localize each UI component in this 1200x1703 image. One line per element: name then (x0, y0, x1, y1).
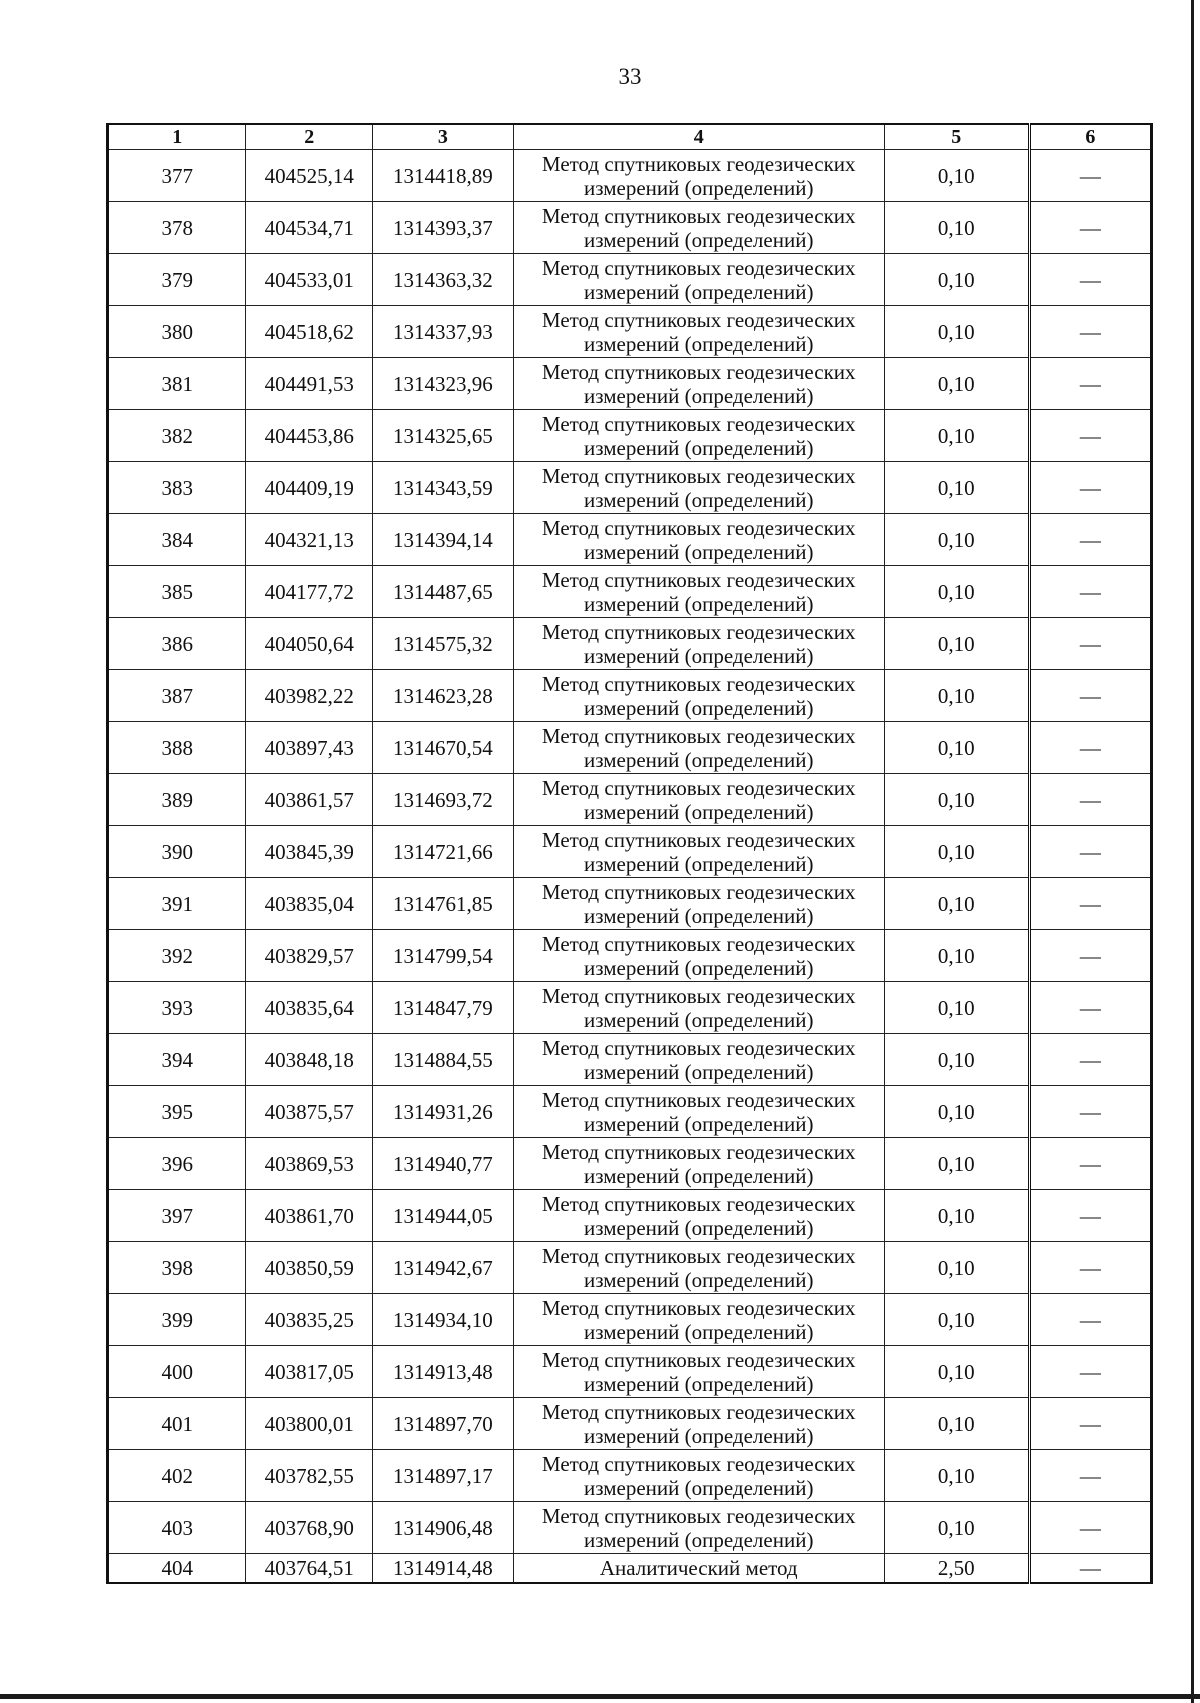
point-number-cell: 401 (108, 1398, 246, 1450)
point-number-cell: 382 (108, 410, 246, 462)
point-number-cell: 397 (108, 1190, 246, 1242)
x-coordinate-cell: 404050,64 (246, 618, 373, 670)
accuracy-cell: 0,10 (884, 306, 1029, 358)
accuracy-cell: 0,10 (884, 410, 1029, 462)
table-row (108, 878, 1152, 930)
accuracy-cell: 0,10 (884, 774, 1029, 826)
column-header-6: 6 (1029, 124, 1151, 150)
x-coordinate-cell: 404518,62 (246, 306, 373, 358)
note-cell: — (1029, 1242, 1151, 1294)
note-cell: — (1029, 150, 1151, 202)
point-number-cell: 386 (108, 618, 246, 670)
note-cell: — (1029, 722, 1151, 774)
note-cell: — (1029, 254, 1151, 306)
x-coordinate-cell: 403897,43 (246, 722, 373, 774)
table-row (108, 254, 1152, 306)
point-number-cell: 404 (108, 1554, 246, 1584)
x-coordinate-cell: 403850,59 (246, 1242, 373, 1294)
table-header-row (108, 124, 1152, 150)
method-cell: Метод спутниковых геодезических измерений (определений) (513, 1398, 884, 1450)
x-coordinate-cell: 403835,25 (246, 1294, 373, 1346)
y-coordinate-cell: 1314944,05 (373, 1190, 514, 1242)
y-coordinate-cell: 1314761,85 (373, 878, 514, 930)
y-coordinate-cell: 1314847,79 (373, 982, 514, 1034)
table-row (108, 1138, 1152, 1190)
accuracy-cell: 0,10 (884, 1086, 1029, 1138)
note-cell: — (1029, 1450, 1151, 1502)
note-cell: — (1029, 826, 1151, 878)
x-coordinate-cell: 404525,14 (246, 150, 373, 202)
x-coordinate-cell: 404409,19 (246, 462, 373, 514)
x-coordinate-cell: 403845,39 (246, 826, 373, 878)
point-number-cell: 388 (108, 722, 246, 774)
y-coordinate-cell: 1314575,32 (373, 618, 514, 670)
y-coordinate-cell: 1314325,65 (373, 410, 514, 462)
note-cell: — (1029, 878, 1151, 930)
scan-edge-right (1191, 0, 1194, 1703)
point-number-cell: 399 (108, 1294, 246, 1346)
y-coordinate-cell: 1314884,55 (373, 1034, 514, 1086)
point-number-cell: 392 (108, 930, 246, 982)
method-cell: Метод спутниковых геодезических измерений (определений) (513, 1450, 884, 1502)
y-coordinate-cell: 1314394,14 (373, 514, 514, 566)
accuracy-cell: 0,10 (884, 930, 1029, 982)
method-cell: Метод спутниковых геодезических измерений (определений) (513, 670, 884, 722)
table-row (108, 1190, 1152, 1242)
y-coordinate-cell: 1314721,66 (373, 826, 514, 878)
table-body (108, 150, 1152, 1584)
accuracy-cell: 0,10 (884, 514, 1029, 566)
note-cell: — (1029, 462, 1151, 514)
x-coordinate-cell: 404177,72 (246, 566, 373, 618)
method-cell: Метод спутниковых геодезических измерений (определений) (513, 514, 884, 566)
point-number-cell: 387 (108, 670, 246, 722)
method-cell: Метод спутниковых геодезических измерений (определений) (513, 150, 884, 202)
y-coordinate-cell: 1314323,96 (373, 358, 514, 410)
table-row (108, 670, 1152, 722)
method-cell: Метод спутниковых геодезических измерений (определений) (513, 306, 884, 358)
column-header-2: 2 (246, 124, 373, 150)
table-row (108, 1346, 1152, 1398)
accuracy-cell: 0,10 (884, 150, 1029, 202)
method-cell: Метод спутниковых геодезических измерений (определений) (513, 1294, 884, 1346)
point-number-cell: 379 (108, 254, 246, 306)
column-header-3: 3 (373, 124, 514, 150)
note-cell: — (1029, 618, 1151, 670)
x-coordinate-cell: 403829,57 (246, 930, 373, 982)
method-cell: Метод спутниковых геодезических измерений (определений) (513, 618, 884, 670)
table-row (108, 826, 1152, 878)
table-row (108, 1034, 1152, 1086)
y-coordinate-cell: 1314799,54 (373, 930, 514, 982)
table-row (108, 306, 1152, 358)
y-coordinate-cell: 1314693,72 (373, 774, 514, 826)
accuracy-cell: 0,10 (884, 462, 1029, 514)
coordinates-table (106, 123, 1153, 1584)
note-cell: — (1029, 774, 1151, 826)
accuracy-cell: 0,10 (884, 722, 1029, 774)
table-row (108, 1294, 1152, 1346)
method-cell: Метод спутниковых геодезических измерений (определений) (513, 878, 884, 930)
y-coordinate-cell: 1314897,17 (373, 1450, 514, 1502)
y-coordinate-cell: 1314418,89 (373, 150, 514, 202)
point-number-cell: 396 (108, 1138, 246, 1190)
table-row (108, 462, 1152, 514)
y-coordinate-cell: 1314931,26 (373, 1086, 514, 1138)
note-cell: — (1029, 202, 1151, 254)
accuracy-cell: 0,10 (884, 670, 1029, 722)
method-cell: Метод спутниковых геодезических измерений (определений) (513, 1034, 884, 1086)
accuracy-cell: 0,10 (884, 202, 1029, 254)
method-cell: Метод спутниковых геодезических измерений (определений) (513, 358, 884, 410)
column-header-5: 5 (884, 124, 1029, 150)
x-coordinate-cell: 403782,55 (246, 1450, 373, 1502)
table-row (108, 1502, 1152, 1554)
point-number-cell: 384 (108, 514, 246, 566)
accuracy-cell: 0,10 (884, 982, 1029, 1034)
method-cell: Метод спутниковых геодезических измерений (определений) (513, 1138, 884, 1190)
note-cell: — (1029, 566, 1151, 618)
method-cell: Метод спутниковых геодезических измерений (определений) (513, 1502, 884, 1554)
accuracy-cell: 0,10 (884, 1294, 1029, 1346)
y-coordinate-cell: 1314897,70 (373, 1398, 514, 1450)
table-row (108, 930, 1152, 982)
accuracy-cell: 0,10 (884, 826, 1029, 878)
accuracy-cell: 0,10 (884, 878, 1029, 930)
note-cell: — (1029, 410, 1151, 462)
x-coordinate-cell: 403768,90 (246, 1502, 373, 1554)
method-cell: Метод спутниковых геодезических измерений (определений) (513, 1190, 884, 1242)
note-cell: — (1029, 514, 1151, 566)
y-coordinate-cell: 1314337,93 (373, 306, 514, 358)
method-cell: Метод спутниковых геодезических измерений (определений) (513, 1346, 884, 1398)
y-coordinate-cell: 1314942,67 (373, 1242, 514, 1294)
point-number-cell: 381 (108, 358, 246, 410)
x-coordinate-cell: 403835,64 (246, 982, 373, 1034)
method-cell: Метод спутниковых геодезических измерений (определений) (513, 826, 884, 878)
y-coordinate-cell: 1314363,32 (373, 254, 514, 306)
point-number-cell: 390 (108, 826, 246, 878)
y-coordinate-cell: 1314393,37 (373, 202, 514, 254)
method-cell: Метод спутниковых геодезических измерений (определений) (513, 410, 884, 462)
note-cell: — (1029, 1190, 1151, 1242)
table-row (108, 410, 1152, 462)
x-coordinate-cell: 403869,53 (246, 1138, 373, 1190)
note-cell: — (1029, 982, 1151, 1034)
x-coordinate-cell: 403861,57 (246, 774, 373, 826)
y-coordinate-cell: 1314623,28 (373, 670, 514, 722)
note-cell: — (1029, 1086, 1151, 1138)
x-coordinate-cell: 403835,04 (246, 878, 373, 930)
table-row (108, 1086, 1152, 1138)
point-number-cell: 380 (108, 306, 246, 358)
y-coordinate-cell: 1314913,48 (373, 1346, 514, 1398)
x-coordinate-cell: 403982,22 (246, 670, 373, 722)
x-coordinate-cell: 404533,01 (246, 254, 373, 306)
accuracy-cell: 0,10 (884, 1138, 1029, 1190)
x-coordinate-cell: 404453,86 (246, 410, 373, 462)
accuracy-cell: 0,10 (884, 1242, 1029, 1294)
y-coordinate-cell: 1314934,10 (373, 1294, 514, 1346)
point-number-cell: 389 (108, 774, 246, 826)
accuracy-cell: 0,10 (884, 1502, 1029, 1554)
accuracy-cell: 0,10 (884, 1398, 1029, 1450)
point-number-cell: 395 (108, 1086, 246, 1138)
y-coordinate-cell: 1314914,48 (373, 1554, 514, 1584)
note-cell: — (1029, 1554, 1151, 1584)
table-row (108, 358, 1152, 410)
point-number-cell: 400 (108, 1346, 246, 1398)
table-row (108, 982, 1152, 1034)
y-coordinate-cell: 1314487,65 (373, 566, 514, 618)
note-cell: — (1029, 930, 1151, 982)
note-cell: — (1029, 1034, 1151, 1086)
x-coordinate-cell: 403817,05 (246, 1346, 373, 1398)
table-row (108, 722, 1152, 774)
point-number-cell: 394 (108, 1034, 246, 1086)
note-cell: — (1029, 1138, 1151, 1190)
column-header-4: 4 (513, 124, 884, 150)
table-row (108, 514, 1152, 566)
x-coordinate-cell: 403800,01 (246, 1398, 373, 1450)
method-cell: Метод спутниковых геодезических измерений (определений) (513, 566, 884, 618)
y-coordinate-cell: 1314906,48 (373, 1502, 514, 1554)
note-cell: — (1029, 1346, 1151, 1398)
table-row (108, 202, 1152, 254)
table-row (108, 566, 1152, 618)
column-header-1: 1 (108, 124, 246, 150)
accuracy-cell: 0,10 (884, 1034, 1029, 1086)
method-cell: Метод спутниковых геодезических измерений (определений) (513, 774, 884, 826)
point-number-cell: 402 (108, 1450, 246, 1502)
x-coordinate-cell: 404534,71 (246, 202, 373, 254)
point-number-cell: 377 (108, 150, 246, 202)
table-row (108, 774, 1152, 826)
point-number-cell: 403 (108, 1502, 246, 1554)
note-cell: — (1029, 1502, 1151, 1554)
table-row (108, 1242, 1152, 1294)
point-number-cell: 393 (108, 982, 246, 1034)
y-coordinate-cell: 1314670,54 (373, 722, 514, 774)
method-cell: Метод спутниковых геодезических измерений (определений) (513, 930, 884, 982)
y-coordinate-cell: 1314343,59 (373, 462, 514, 514)
accuracy-cell: 0,10 (884, 254, 1029, 306)
y-coordinate-cell: 1314940,77 (373, 1138, 514, 1190)
x-coordinate-cell: 403861,70 (246, 1190, 373, 1242)
x-coordinate-cell: 403848,18 (246, 1034, 373, 1086)
note-cell: — (1029, 670, 1151, 722)
table-row (108, 1398, 1152, 1450)
note-cell: — (1029, 358, 1151, 410)
x-coordinate-cell: 403764,51 (246, 1554, 373, 1584)
table-row (108, 618, 1152, 670)
table-row (108, 150, 1152, 202)
point-number-cell: 398 (108, 1242, 246, 1294)
point-number-cell: 391 (108, 878, 246, 930)
accuracy-cell: 0,10 (884, 618, 1029, 670)
method-cell: Метод спутниковых геодезических измерений (определений) (513, 202, 884, 254)
method-cell: Метод спутниковых геодезических измерений (определений) (513, 722, 884, 774)
note-cell: — (1029, 1398, 1151, 1450)
method-cell: Метод спутниковых геодезических измерений (определений) (513, 462, 884, 514)
point-number-cell: 385 (108, 566, 246, 618)
method-cell: Метод спутниковых геодезических измерений (определений) (513, 982, 884, 1034)
x-coordinate-cell: 404321,13 (246, 514, 373, 566)
accuracy-cell: 0,10 (884, 1450, 1029, 1502)
point-number-cell: 383 (108, 462, 246, 514)
scan-edge-bottom (0, 1694, 1200, 1699)
point-number-cell: 378 (108, 202, 246, 254)
method-cell: Аналитический метод (513, 1554, 884, 1584)
note-cell: — (1029, 306, 1151, 358)
accuracy-cell: 0,10 (884, 1346, 1029, 1398)
page-number: 33 (618, 64, 642, 89)
table-row (108, 1450, 1152, 1502)
accuracy-cell: 0,10 (884, 1190, 1029, 1242)
table-row (108, 1554, 1152, 1584)
accuracy-cell: 0,10 (884, 358, 1029, 410)
accuracy-cell: 2,50 (884, 1554, 1029, 1584)
x-coordinate-cell: 404491,53 (246, 358, 373, 410)
accuracy-cell: 0,10 (884, 566, 1029, 618)
method-cell: Метод спутниковых геодезических измерений (определений) (513, 1242, 884, 1294)
x-coordinate-cell: 403875,57 (246, 1086, 373, 1138)
note-cell: — (1029, 1294, 1151, 1346)
method-cell: Метод спутниковых геодезических измерений (определений) (513, 254, 884, 306)
method-cell: Метод спутниковых геодезических измерений (определений) (513, 1086, 884, 1138)
